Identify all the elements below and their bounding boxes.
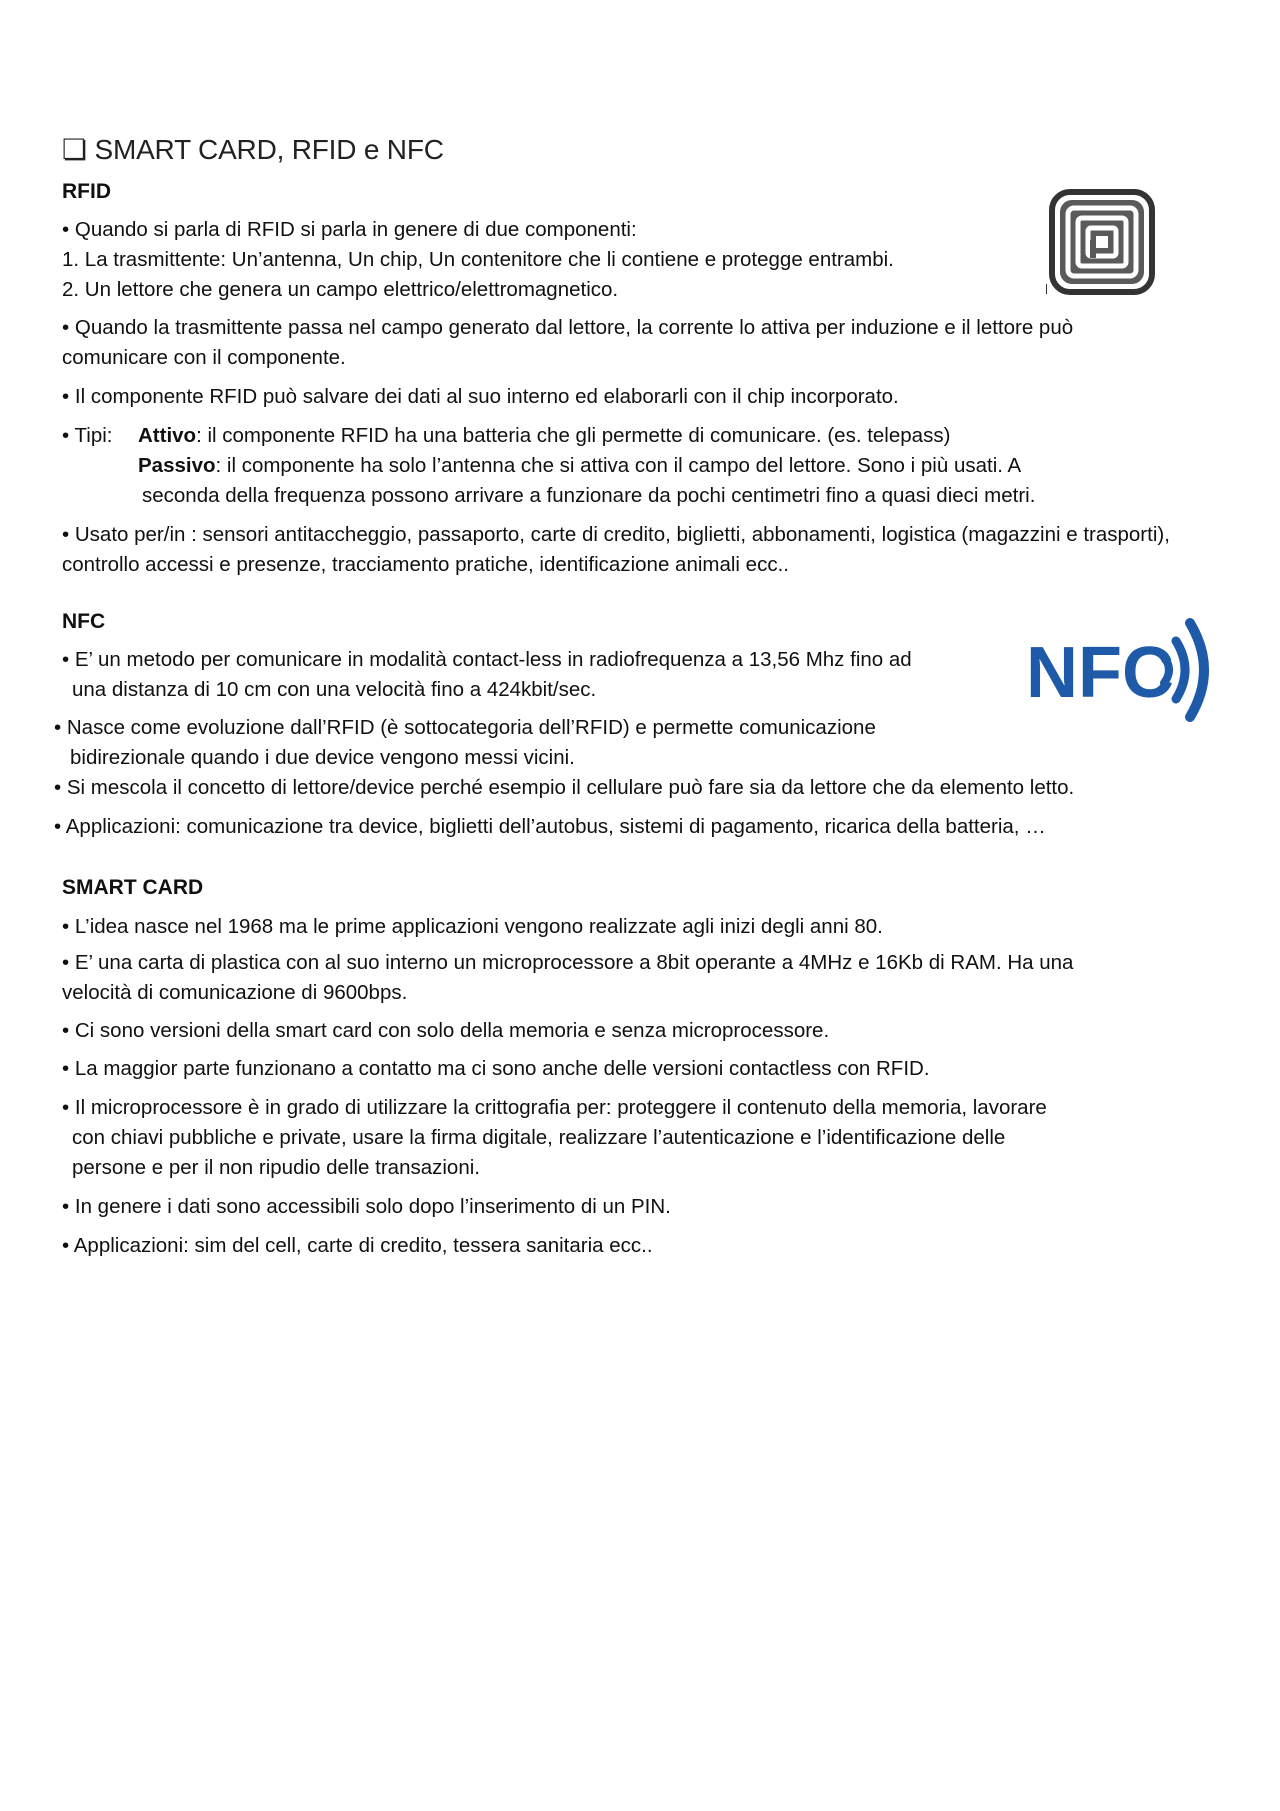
- rfid-tipi-label: • Tipi:: [62, 424, 113, 447]
- nfc-paragraph-1-cont: una distanza di 10 cm con una velocità fino a 424kbit/sec.: [72, 678, 597, 701]
- nfc-paragraph-2-cont: bidirezionale quando i due device vengono messi vicini.: [70, 746, 575, 769]
- rfid-usage-paragraph: • Usato per/in : sensori antitaccheggio, passaporto, carte di credito, biglietti, abbonamenti, logistica (magazzini e trasporti), controllo accessi e presenze, tracciamento pratiche, identificazione animali ecc..: [62, 523, 1170, 576]
- rfid-intro: • Quando si parla di RFID si parla in genere di due componenti:: [62, 218, 637, 241]
- smart-card-paragraph-6: • In genere i dati sono accessibili solo dopo l’inserimento di un PIN.: [62, 1195, 671, 1218]
- rfid-type-passive: [138, 451, 1021, 481]
- rfid-data-paragraph: • Il componente RFID può salvare dei dati al suo interno ed elaborarli con il chip incorporato.: [62, 385, 899, 408]
- active-label: Attivo: [138, 424, 197, 447]
- smart-card-paragraph-5-cont-1: con chiavi pubbliche e private, usare la firma digitale, realizzare l’autenticazione e l’identificazione delle: [72, 1126, 1006, 1149]
- rfid-chip-icon: [1046, 188, 1158, 296]
- rfid-type-passive-cont: seconda della frequenza possono arrivare a funzionare da pochi centimetri fino a quasi dieci metri.: [142, 484, 1036, 507]
- smart-card-paragraph-3: • Ci sono versioni della smart card con solo della memoria e senza microprocessore.: [62, 1019, 830, 1042]
- rfid-item-2: 2. Un lettore che genera un campo elettrico/elettromagnetico.: [62, 278, 619, 301]
- rfid-heading: RFID: [62, 180, 111, 203]
- nfc-paragraph-3: • Si mescola il concetto di lettore/device perché esempio il cellulare può fare sia da lettore che da elemento letto.: [54, 776, 1075, 799]
- nfc-logo-text: NFC: [1026, 633, 1174, 713]
- rfid-item-1: 1. La trasmittente: Un’antenna, Un chip, Un contenitore che li contiene e protegge entrambi.: [62, 248, 894, 271]
- smart-card-paragraph-5-cont-2: persone e per il non ripudio delle transazioni.: [72, 1156, 480, 1179]
- nfc-paragraph-1: • E’ un metodo per comunicare in modalità contact-less in radiofrequenza a 13,56 Mhz fino ad: [62, 648, 912, 671]
- active-text: : il componente RFID ha una batteria che gli permette di comunicare. (es. telepass): [196, 424, 951, 447]
- smart-card-paragraph-4: • La maggior parte funzionano a contatto ma ci sono anche delle versioni contactless con RFID.: [62, 1057, 930, 1080]
- nfc-paragraph-2: • Nasce come evoluzione dall’RFID (è sottocategoria dell’RFID) e permette comunicazione: [54, 716, 876, 739]
- smart-card-heading: SMART CARD: [62, 876, 204, 899]
- page-title: ❏ SMART CARD, RFID e NFC: [62, 134, 444, 165]
- smart-card-paragraph-1: • L’idea nasce nel 1968 ma le prime applicazioni vengono realizzate agli inizi degli anni 80.: [62, 915, 883, 938]
- nfc-paragraph-4: • Applicazioni: comunicazione tra device, biglietti dell’autobus, sistemi di pagamento, ricarica della batteria, …: [54, 815, 1046, 838]
- smart-card-paragraph-5: • Il microprocessore è in grado di utilizzare la crittografia per: proteggere il contenuto della memoria, lavorare: [62, 1096, 1047, 1119]
- nfc-heading: NFC: [62, 610, 106, 633]
- smart-card-paragraph-7: • Applicazioni: sim del cell, carte di credito, tessera sanitaria ecc..: [62, 1234, 653, 1257]
- passive-label: Passivo: [138, 454, 216, 477]
- rfid-induction-paragraph: • Quando la trasmittente passa nel campo generato dal lettore, la corrente lo attiva per induzione e il lettore può comunicare con il componente.: [62, 316, 1074, 369]
- smart-card-paragraph-2: • E’ una carta di plastica con al suo interno un microprocessore a 8bit operante a 4MHz e 16Kb di RAM. Ha una velocità di comunicazione di 9600bps.: [62, 951, 1074, 1004]
- passive-text: : il componente ha solo l’antenna che si attiva con il campo del lettore. Sono i più usati. A: [215, 454, 1022, 477]
- nfc-logo: [1024, 605, 1224, 735]
- rfid-type-active: [138, 421, 950, 451]
